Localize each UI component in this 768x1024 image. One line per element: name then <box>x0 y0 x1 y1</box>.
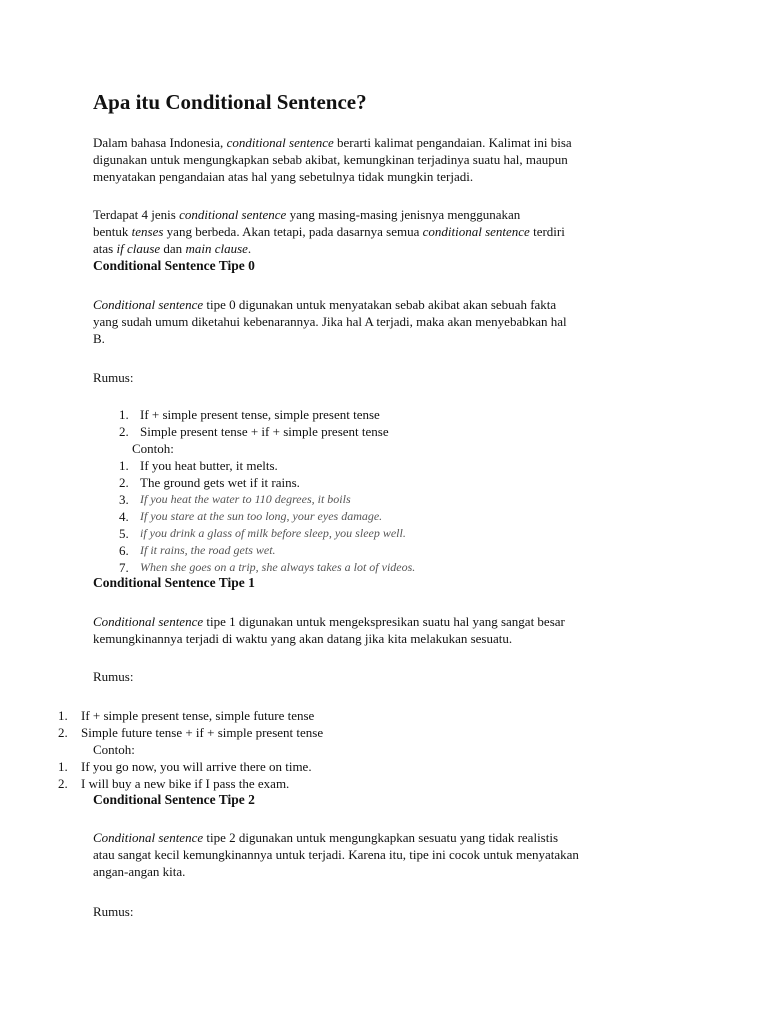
list-number: 1. <box>58 759 68 774</box>
list-number: 2. <box>58 725 68 740</box>
tipe0-formula-2: Simple present tense + if + simple present tense <box>140 424 389 439</box>
tipe0-formula-1: If + simple present tense, simple present tense <box>140 407 380 422</box>
list-number: 5. <box>119 526 129 541</box>
tipe0-example-7: When she goes on a trip, she always takes a lot of videos. <box>140 560 416 574</box>
list-number: 1. <box>119 407 129 422</box>
tipe1-example-1: If you go now, you will arrive there on time. <box>81 759 312 774</box>
tipe0-example-5: if you drink a glass of milk before sleep, you sleep well. <box>140 526 406 540</box>
tipe0-example-1: If you heat butter, it melts. <box>140 458 278 473</box>
tipe0-example-4: If you stare at the sun too long, your eyes damage. <box>140 509 383 523</box>
list-number: 2. <box>119 424 129 439</box>
tipe2-desc-2: atau sangat kecil kemungkinannya untuk terjadi. Karena itu, tipe ini cocok untuk menyatakan <box>93 847 579 862</box>
tipe0-example-6: If it rains, the road gets wet. <box>140 543 276 557</box>
para2-line-3: atas if clause dan main clause. <box>93 241 252 256</box>
list-number: 1. <box>119 458 129 473</box>
intro-line-1: Dalam bahasa Indonesia, conditional sentence berarti kalimat pengandaian. Kalimat ini bisa <box>93 135 572 150</box>
list-number: 2. <box>119 475 129 490</box>
list-number: 3. <box>119 492 129 507</box>
list-number: 4. <box>119 509 129 524</box>
tipe1-heading: Conditional Sentence Tipe 1 <box>93 575 255 590</box>
tipe1-desc-1: Conditional sentence tipe 1 digunakan untuk mengekspresikan suatu hal yang sangat besar <box>93 614 565 629</box>
tipe0-example-3: If you heat the water to 110 degrees, it boils <box>140 492 351 506</box>
tipe0-rumus: Rumus: <box>93 370 134 385</box>
para2-line-1: Terdapat 4 jenis conditional sentence yang masing-masing jenisnya menggunakan <box>93 207 521 222</box>
para2-line-2: bentuk tenses yang berbeda. Akan tetapi, pada dasarnya semua conditional sentence terdiri <box>93 224 565 239</box>
list-number: 7. <box>119 560 129 575</box>
tipe1-desc-2: kemungkinannya terjadi di waktu yang akan datang jika kita melakukan sesuatu. <box>93 631 513 646</box>
tipe1-contoh: Contoh: <box>93 742 135 757</box>
tipe2-desc-1: Conditional sentence tipe 2 digunakan untuk mengungkapkan sesuatu yang tidak realistis <box>93 830 559 845</box>
tipe0-desc-1: Conditional sentence tipe 0 digunakan untuk menyatakan sebab akibat akan sebuah fakta <box>93 297 557 312</box>
tipe1-example-2: I will buy a new bike if I pass the exam. <box>81 776 290 791</box>
tipe2-heading: Conditional Sentence Tipe 2 <box>93 792 255 807</box>
intro-line-2: digunakan untuk mengungkapkan sebab akibat, kemungkinan terjadinya suatu hal, maupun <box>93 152 568 167</box>
tipe0-contoh: Contoh: <box>132 441 174 456</box>
tipe1-rumus: Rumus: <box>93 669 134 684</box>
tipe2-desc-3: angan-angan kita. <box>93 864 186 879</box>
list-number: 6. <box>119 543 129 558</box>
tipe1-formula-1: If + simple present tense, simple future tense <box>81 708 315 723</box>
tipe1-formula-2: Simple future tense + if + simple present tense <box>81 725 324 740</box>
list-number: 1. <box>58 708 68 723</box>
tipe0-desc-3: B. <box>93 331 105 346</box>
page-title: Apa itu Conditional Sentence? <box>93 90 367 114</box>
tipe0-heading: Conditional Sentence Tipe 0 <box>93 258 255 273</box>
intro-line-3: menyatakan pengandaian atas hal yang sebetulnya tidak mungkin terjadi. <box>93 169 474 184</box>
tipe0-desc-2: yang sudah umum diketahui kebenarannya. Jika hal A terjadi, maka akan menyebabkan hal <box>93 314 567 329</box>
list-number: 2. <box>58 776 68 791</box>
tipe0-example-2: The ground gets wet if it rains. <box>140 475 300 490</box>
tipe2-rumus: Rumus: <box>93 904 134 919</box>
